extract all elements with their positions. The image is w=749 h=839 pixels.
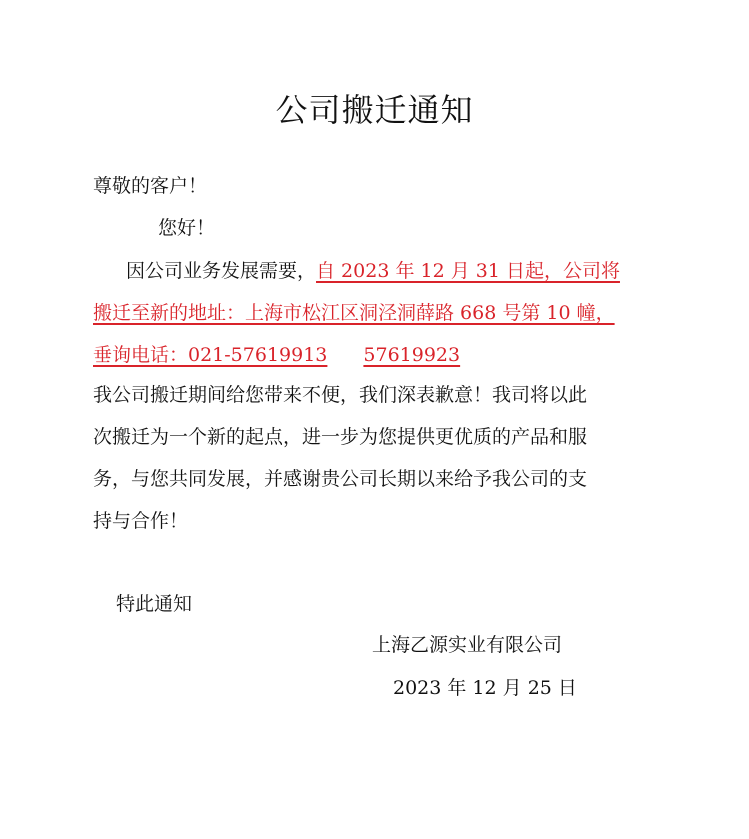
paragraph-2-line-1: 我公司搬迁期间给您带来不便，我们深表歉意！我司将以此 — [93, 384, 588, 406]
paragraph-2-line-2: 次搬迁为一个新的起点，进一步为您提供更优质的产品和服 — [93, 426, 588, 448]
page-title: 公司搬迁通知 — [275, 91, 474, 129]
notice-date: 2023 年 12 月 25 日 — [393, 677, 577, 699]
phone-primary: 垂询电话：021-57619913 — [93, 344, 328, 366]
new-address-highlight: 搬迁至新的地址：上海市松江区洞泾洞薛路 668 号第 10 幢， — [93, 302, 615, 324]
closing-text: 特此通知 — [116, 593, 193, 615]
phone-highlight — [93, 342, 460, 368]
paragraph-2-line-3: 务，与您共同发展，并感谢贵公司长期以来给予我公司的支 — [93, 468, 588, 490]
move-date-highlight: 自 2023 年 12 月 31 日起，公司将 — [316, 260, 620, 282]
paragraph-2-line-4: 持与合作！ — [93, 510, 189, 532]
company-signature: 上海乙源实业有限公司 — [372, 634, 563, 656]
greeting: 您好！ — [158, 217, 216, 239]
salutation: 尊敬的客户！ — [93, 175, 208, 197]
paragraph-1-lead: 因公司业务发展需要， — [126, 260, 317, 282]
phone-secondary: 57619923 — [363, 344, 461, 366]
paragraph-1-line-1 — [126, 258, 620, 284]
